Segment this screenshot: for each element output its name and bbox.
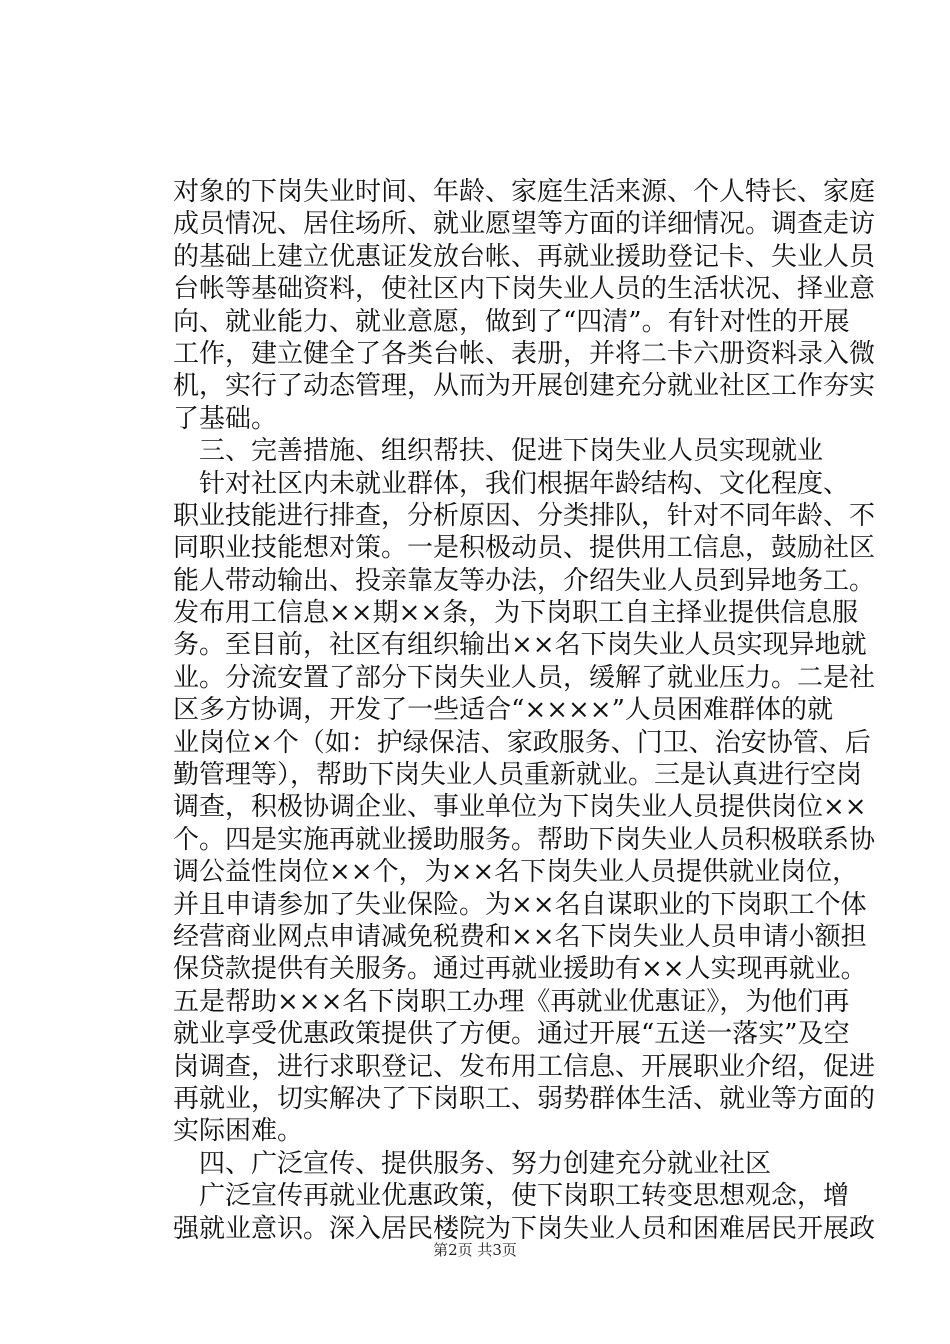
section-heading (173, 435, 833, 467)
text-line: 调公益性岗位××个，为××名下岗失业人员提供就业岗位， (173, 857, 859, 888)
text-line: 岗调查，进行求职登记、发布用工信息、开展职业介绍，促进 (173, 1051, 876, 1082)
text-line: 务。至目前，社区有组织输出××名下岗失业人员实现异地就 (173, 630, 867, 661)
paragraph (173, 176, 876, 435)
page-footer (0, 1240, 950, 1260)
page-number-label: 第2页 共3页 (433, 1241, 517, 1259)
text-line: 发布用工信息××期××条，为下岗职工自主择业提供信息服 (173, 598, 859, 629)
text-line: 向、就业能力、就业意愿，做到了“四清”。有针对性的开展 (173, 306, 850, 337)
text-line: 工作，建立健全了各类台帐、表册，并将二卡六册资料录入微 (173, 338, 876, 369)
text-line: 保贷款提供有关服务。通过再就业援助有××人实现再就业。 (173, 954, 867, 985)
text-line: 调查，积极协调企业、事业单位为下岗失业人员提供岗位×× (173, 792, 867, 823)
text-line: 能人带动输出、投亲靠友等办法，介绍失业人员到异地务工。 (173, 565, 876, 596)
text-line: 职业技能进行排查，分析原因、分类排队，针对不同年龄、不 (173, 500, 876, 531)
heading-line: 四、广泛宣传、提供服务、努力创建充分就业社区 (199, 1148, 772, 1179)
text-line: 机，实行了动态管理，从而为开展创建充分就业社区工作夯实 (173, 371, 876, 402)
text-line: 成员情况、居住场所、就业愿望等方面的详细情况。调查走访 (173, 209, 876, 240)
text-line: 再就业，切实解决了下岗职工、弱势群体生活、就业等方面的 (173, 1083, 876, 1114)
text-line: 台帐等基础资料，使社区内下岗失业人员的生活状况、择业意 (173, 274, 876, 305)
text-line: 实际困难。 (173, 1116, 304, 1147)
text-line: 个。四是实施再就业援助服务。帮助下岗失业人员积极联系协 (173, 824, 876, 855)
paragraph (173, 1180, 876, 1245)
text-line: 就业享受优惠政策提供了方便。通过开展“五送一落实”及空 (173, 1019, 850, 1050)
text-line: 区多方协调，开发了一些适合“××××”人员困难群体的就 (173, 695, 833, 726)
text-line: 业。分流安置了部分下岗失业人员，缓解了就业压力。二是社 (173, 662, 876, 693)
section-heading (173, 1148, 833, 1180)
text-line: 业岗位×个（如：护绿保洁、家政服务、门卫、治安协管、后 (173, 727, 871, 758)
text-line: 针对社区内未就业群体，我们根据年龄结构、文化程度、 (199, 468, 850, 499)
text-line: 同职业技能想对策。一是积极动员、提供用工信息，鼓励社区 (173, 533, 876, 564)
text-line: 五是帮助×××名下岗职工办理《再就业优惠证》，为他们再 (173, 986, 850, 1017)
paragraph (173, 468, 876, 1148)
heading-line: 三、完善措施、组织帮扶、促进下岗失业人员实现就业 (199, 436, 824, 467)
text-line: 强就业意识。深入居民楼院为下岗失业人员和困难居民开展政 (173, 1213, 876, 1244)
text-line: 了基础。 (173, 403, 278, 434)
text-line: 的基础上建立优惠证发放台帐、再就业援助登记卡、失业人员 (173, 241, 876, 272)
text-line: 经营商业网点申请减免税费和××名下岗失业人员申请小额担 (173, 921, 867, 952)
text-line: 广泛宣传再就业优惠政策，使下岗职工转变思想观念，增 (199, 1181, 850, 1212)
text-line: 并且申请参加了失业保险。为××名自谋职业的下岗职工个体 (173, 889, 867, 920)
text-line: 勤管理等），帮助下岗失业人员重新就业。三是认真进行空岗 (173, 760, 863, 791)
document-body (173, 176, 876, 1245)
text-line: 对象的下岗失业时间、年龄、家庭生活来源、个人特长、家庭 (173, 177, 876, 207)
